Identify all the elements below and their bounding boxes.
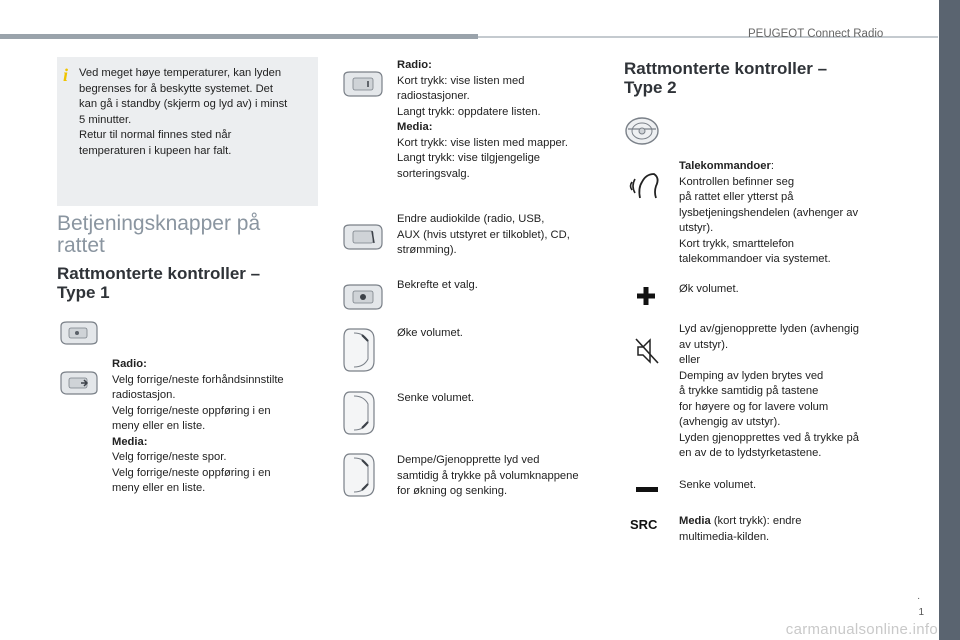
middle-media-label: Media:	[397, 121, 433, 133]
page-marker: .	[917, 591, 920, 602]
confirm-control-icon	[340, 283, 386, 311]
info-icon: i	[63, 65, 69, 85]
src-label: Media	[679, 515, 711, 527]
volume-down-control-icon	[340, 388, 380, 438]
type1-media-label: Media:	[112, 435, 148, 448]
list-control-icon	[340, 70, 386, 98]
middle-radio-label: Radio:	[397, 59, 432, 71]
type1-radio-block	[112, 357, 322, 497]
volume-up-text: Øke volumet.	[397, 327, 463, 339]
source-control-icon	[340, 223, 386, 251]
info-note-text: Ved meget høye temperaturer, kan lyden begrenses for å beskytte systemet. Det kan gå i standby (skjerm og lyd av) i minst 5 minutter. Retur til normal finnes sted når temperaturen i kupeen har falt.	[79, 67, 288, 157]
voice-command-block	[679, 159, 889, 268]
voice-command-label: Talekommandoer	[679, 160, 771, 172]
page-number: 1	[918, 607, 924, 618]
middle-media-text: Kort trykk: vise listen med mapper. Langt trykk: vise tilgjengelige sorteringsvalg.	[397, 136, 568, 180]
section-title: Betjeningsknapper på rattet	[57, 212, 261, 257]
mute-control-icon	[340, 450, 380, 500]
plus-icon	[636, 286, 656, 306]
voice-command-icon	[626, 168, 662, 202]
volume-up-control-icon	[340, 325, 380, 375]
volume-minus-text: Senke volumet.	[679, 479, 757, 491]
top-rule	[0, 34, 478, 39]
type1-radio-text: Velg forrige/neste forhåndsinnstilte radiostasjon. Velg forrige/neste oppføring i en meny eller en liste.	[112, 373, 284, 432]
src-text: (kort trykk): endre multimedia-kilden.	[679, 515, 802, 543]
steering-wheel-icon	[622, 115, 662, 147]
middle-radio-block	[397, 58, 607, 182]
minus-icon	[636, 486, 658, 494]
next-previous-control-icon	[57, 370, 101, 396]
type1-media-text: Velg forrige/neste spor. Velg forrige/neste oppføring i en meny eller en liste.	[112, 451, 271, 494]
type1-radio-label: Radio:	[112, 358, 147, 370]
voice-command-text: Kontrollen befinner seg på rattet eller ytterst på lysbetjeningshendelen (avhenger av utstyr). Kort trykk, smarttelefon talekommandoer via systemet.	[679, 175, 859, 265]
type2-mute-text: Lyd av/gjenopprette lyden (avhengig av utstyr). eller Demping av lyden brytes ved å trykke samtidig på tastene for høyere og for lavere volum (avhengig av utstyr). Lyden gjenopprettes ved å trykke på en av de to lydstyrketastene.	[679, 323, 859, 459]
steering-control-type1-icon	[57, 320, 101, 346]
side-tab	[939, 0, 960, 640]
page-header-title: PEUGEOT Connect Radio	[748, 28, 884, 40]
confirm-text: Bekrefte et valg.	[397, 279, 478, 291]
info-note	[57, 57, 318, 206]
middle-radio-text: Kort trykk: vise listen med radiostasjoner. Langt trykk: oppdatere listen.	[397, 74, 541, 118]
volume-plus-text: Øk volumet.	[679, 283, 739, 295]
voice-command-colon: :	[770, 160, 774, 172]
src-block	[679, 514, 889, 545]
mute-text: Dempe/Gjenopprette lyd ved samtidig å trykke på volumknappene for økning og senking.	[397, 454, 579, 497]
watermark: carmanualsonline.info	[785, 621, 938, 638]
source-text: Endre audiokilde (radio, USB, AUX (hvis utstyret er tilkoblet), CD, strømming).	[397, 213, 570, 256]
volume-down-text: Senke volumet.	[397, 392, 475, 404]
type1-title: Rattmonterte kontroller – Type 1	[57, 264, 261, 302]
mute-speaker-icon	[634, 336, 660, 366]
type2-title: Rattmonterte kontroller – Type 2	[624, 59, 828, 97]
src-icon: SRC	[630, 517, 658, 532]
